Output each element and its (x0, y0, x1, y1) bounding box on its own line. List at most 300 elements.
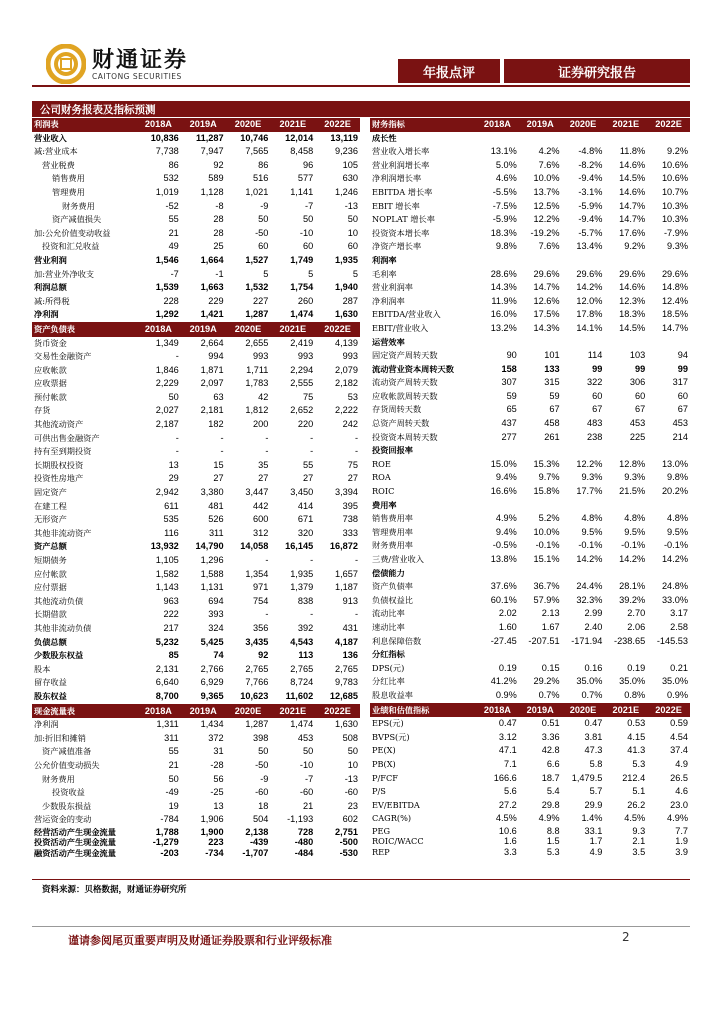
row-value: 2,765 (245, 663, 269, 674)
row-label: 存货 (34, 405, 51, 416)
row-value: 50 (302, 746, 314, 757)
left-table-row (32, 773, 360, 787)
row-value: 11.8% (619, 146, 646, 157)
row-value: 442 (253, 500, 269, 511)
row-label: 货币资金 (34, 337, 67, 348)
row-value: 4,139 (335, 337, 358, 348)
row-value: 1,021 (245, 186, 269, 197)
row-value: 39.2% (619, 594, 646, 605)
row-value: 55 (168, 746, 179, 757)
row-value: 2.70 (627, 608, 646, 619)
row-value: 136 (342, 650, 358, 661)
row-value: 738 (342, 514, 358, 525)
row-value: 0.8% (604, 689, 647, 703)
row-value: 9.8% (667, 472, 688, 483)
right-table-row (370, 227, 690, 241)
right-table-row (370, 268, 690, 282)
row-label: 加:公允价值变动收益 (34, 227, 111, 238)
data-source-note: 资料来源：贝格数据，财通证券研究所 (42, 885, 187, 895)
row-value: 9.5% (581, 526, 603, 537)
row-value: 963 (163, 595, 179, 606)
left-table-row (32, 172, 360, 186)
row-value: 65 (506, 404, 517, 415)
right-table-row (370, 553, 690, 567)
row-value: 4.15 (627, 731, 646, 742)
row-value: 27.2 (498, 799, 517, 810)
row-value: 75 (302, 391, 314, 402)
row-value: 18.3% (490, 227, 517, 238)
row-value: -5.9% (578, 200, 603, 211)
row-value: 42.8 (541, 745, 560, 756)
row-value (519, 254, 562, 268)
row-value (476, 336, 519, 350)
row-value: 42 (258, 391, 269, 402)
row-label: 短期债务 (34, 555, 67, 565)
row-value: 10.0% (533, 173, 560, 184)
row-label: 费用率 (372, 499, 397, 510)
row-label: 营业收入 (34, 132, 67, 143)
row-label: EPS(元) (372, 718, 404, 729)
row-value: 261 (544, 431, 560, 442)
row-value: 3,447 (245, 487, 269, 498)
row-value (519, 499, 562, 513)
row-label: P/FCF (372, 772, 398, 783)
row-value: 1,663 (200, 282, 224, 293)
row-label: 财务费用 (42, 773, 75, 784)
row-label: 投资回报率 (372, 445, 413, 456)
row-value: -25 (210, 787, 224, 798)
row-value: 16,145 (285, 541, 314, 552)
row-label: 分红指标 (372, 649, 405, 660)
right-table-row (370, 662, 690, 676)
row-value: 1,657 (335, 568, 358, 579)
right-table-row (370, 594, 690, 608)
row-label: 利息保障倍数 (372, 635, 422, 646)
left-table-row (32, 132, 360, 146)
left-table-row (32, 581, 360, 595)
row-value: 60 (258, 241, 269, 252)
row-value: 6.6 (546, 758, 560, 769)
row-value: 453 (297, 732, 314, 743)
row-value: 1.7 (589, 836, 603, 847)
row-value: -10 (299, 759, 314, 770)
row-label: 加:营业外净收支 (34, 268, 95, 279)
row-value: 481 (208, 500, 224, 511)
row-value: 10.0% (533, 526, 560, 537)
left-table-row (32, 432, 360, 446)
row-value: 12.2% (576, 458, 603, 469)
report-category-tag: 证券研究报告 (504, 59, 690, 83)
row-value (604, 336, 647, 350)
row-value: 2,765 (335, 663, 358, 674)
right-table-row (370, 172, 690, 186)
row-value: 2,555 (290, 378, 314, 389)
left-table-row (32, 745, 360, 759)
row-label: 管理费用率 (372, 526, 413, 537)
row-value: 2,181 (200, 405, 224, 416)
row-value: 1,131 (200, 582, 224, 593)
row-label: 现金流量表 (32, 704, 136, 718)
row-value: 1,906 (200, 814, 224, 825)
row-value: 222 (163, 609, 179, 620)
row-value: - (220, 446, 224, 457)
row-value: 437 (501, 418, 517, 429)
row-value: 2,027 (155, 405, 179, 416)
row-value: 2022E (315, 322, 360, 336)
row-value: 2,655 (245, 337, 269, 348)
row-value: 1,434 (200, 719, 224, 730)
row-value: -7 (305, 773, 314, 784)
row-value: 2022E (315, 704, 360, 718)
row-label: 负债总额 (34, 636, 67, 647)
row-label: 其他非流动资产 (34, 527, 92, 538)
row-value: 27 (213, 473, 224, 484)
row-value (519, 648, 562, 662)
row-value: 0.51 (541, 718, 560, 729)
right-table-row (370, 254, 690, 268)
row-value: 993 (342, 351, 358, 362)
row-value: -8.2% (578, 159, 603, 170)
row-label: 股息收益率 (370, 689, 476, 703)
row-value: -10 (299, 227, 314, 238)
table-bottom-divider (32, 879, 690, 880)
row-value: 9.5% (624, 526, 646, 537)
row-value: 2,187 (155, 419, 179, 430)
row-value: 320 (297, 527, 314, 538)
row-value: -60 (344, 787, 358, 798)
row-value: 225 (629, 431, 646, 442)
row-label: 资产总额 (34, 541, 67, 552)
row-value: 59 (506, 390, 517, 401)
row-value: 9,783 (335, 677, 358, 688)
row-label: 少数股东损益 (42, 800, 92, 811)
left-table-row (32, 227, 360, 241)
right-table-row (370, 499, 690, 513)
row-label: 净利润增长率 (372, 173, 422, 184)
row-value: 16.0% (490, 309, 517, 320)
row-label: ROE (372, 458, 391, 469)
row-label: 经营活动产生现金流量 (34, 826, 116, 837)
row-value: 24.4% (576, 581, 603, 592)
row-value: 4,543 (290, 636, 314, 647)
row-value: 86 (258, 159, 269, 170)
row-value: 3,394 (335, 487, 358, 498)
right-table-row (370, 417, 690, 431)
row-value: 4.2% (538, 146, 560, 157)
right-table-row (370, 431, 690, 445)
row-value: 16,872 (329, 541, 358, 552)
row-value: -7 (170, 268, 179, 279)
row-value: 18.3% (619, 309, 646, 320)
row-value: 1,105 (155, 555, 179, 565)
row-value: 3.17 (670, 608, 688, 619)
row-value: 993 (253, 351, 269, 362)
row-value: 9.8% (495, 241, 517, 252)
row-value: 3.81 (584, 731, 603, 742)
row-value: 57.9% (533, 594, 560, 605)
row-value: -9 (260, 773, 269, 784)
row-label: 预付帐款 (34, 391, 67, 402)
left-table-row (32, 759, 360, 773)
right-table-row (370, 485, 690, 499)
row-value: 372 (208, 732, 224, 743)
left-table-row (32, 145, 360, 159)
row-value (647, 444, 690, 458)
row-label: 营业利润增长率 (372, 159, 430, 170)
row-value: 13,932 (150, 541, 179, 552)
row-value (519, 444, 562, 458)
row-label: 资产负债表 (32, 322, 136, 336)
row-label: 应付帐款 (34, 568, 67, 579)
row-value: -13 (344, 773, 358, 784)
row-value: 36.7% (533, 581, 560, 592)
row-value: 15.8% (533, 486, 560, 497)
row-value: 99 (677, 363, 688, 374)
row-value: 913 (342, 595, 358, 606)
row-value: 6,640 (155, 677, 179, 688)
right-table-row (370, 812, 690, 826)
row-value: 7.6% (538, 159, 560, 170)
row-value: 60.1% (490, 594, 517, 605)
row-label: PEG (372, 825, 391, 836)
row-value: 2018A (476, 118, 519, 132)
row-value: 4.9% (495, 513, 517, 524)
row-value: 0.19 (498, 662, 517, 673)
row-value: 50 (302, 214, 314, 225)
row-value: - (310, 555, 314, 565)
row-value: 9.3% (624, 472, 646, 483)
row-value: 5,232 (155, 636, 179, 647)
row-value: 1,141 (290, 186, 314, 197)
row-value: 0.15 (541, 662, 560, 673)
row-value: 10.3% (661, 214, 688, 225)
row-value (476, 132, 519, 146)
row-value: 14.6% (619, 186, 646, 197)
row-value: 1,582 (155, 568, 179, 579)
row-value: 17.5% (533, 309, 560, 320)
right-table-row (370, 703, 690, 717)
right-table-row (370, 295, 690, 309)
left-table-row (32, 732, 360, 746)
row-value: 4.6% (495, 173, 517, 184)
row-value: 9.3 (632, 825, 646, 836)
row-value: 312 (253, 527, 269, 538)
row-value: 15.3% (533, 458, 560, 469)
row-value: -4.8% (578, 146, 603, 157)
row-value: 17.8% (576, 309, 603, 320)
row-value: - (354, 609, 358, 620)
row-value: 1,354 (245, 568, 269, 579)
row-value: 26.2 (627, 799, 646, 810)
row-label: EV/EBITDA (372, 799, 420, 810)
left-table-row (32, 459, 360, 473)
row-value: 11,602 (270, 690, 315, 704)
row-value: 29.8 (541, 799, 560, 810)
row-value: 28 (213, 227, 224, 238)
row-value: 322 (587, 377, 603, 388)
row-label: EBIT 增长率 (372, 200, 420, 211)
row-value: -3.1% (578, 186, 603, 197)
row-value: 55 (302, 459, 314, 470)
row-value: 2019A (181, 704, 226, 718)
row-value: 166.6 (493, 772, 517, 783)
row-value: 5.1 (632, 786, 646, 797)
row-value: 60 (347, 241, 358, 252)
row-value: 99 (592, 363, 603, 374)
row-label: 流动资产周转天数 (372, 377, 438, 388)
row-label: 营业收入增长率 (372, 146, 430, 157)
right-table-row (370, 675, 690, 689)
row-value (647, 132, 690, 146)
row-value: -5.5% (492, 186, 517, 197)
row-value: 158 (501, 363, 517, 374)
row-value: -50 (255, 759, 269, 770)
row-value (647, 254, 690, 268)
row-value: -1,193 (287, 814, 314, 825)
row-value: 24.8% (661, 581, 688, 592)
row-label: 营运资金的变动 (34, 814, 92, 825)
row-value: - (265, 609, 269, 620)
row-value: - (175, 432, 179, 443)
row-value: 589 (208, 173, 224, 184)
row-label: 净资产增长率 (372, 241, 422, 252)
row-label: 固定资产周转天数 (372, 350, 438, 361)
row-value: 728 (297, 826, 314, 837)
row-value: 10,746 (240, 132, 269, 143)
left-table-row (32, 513, 360, 527)
row-label: 财务费用 (62, 200, 95, 211)
left-table-row (32, 308, 360, 322)
row-value: 13.7% (533, 186, 560, 197)
row-label: 分红比率 (372, 676, 405, 687)
right-table-row (370, 471, 690, 485)
right-table-row (370, 322, 690, 336)
row-value: 21.5% (619, 486, 646, 497)
row-value: 12.8% (619, 458, 646, 469)
row-label: 业绩和估值指标 (370, 703, 476, 717)
left-table-row (32, 268, 360, 282)
row-value: 14.2% (576, 554, 603, 564)
row-value: 27 (347, 473, 358, 484)
row-value: 2,182 (335, 378, 358, 389)
row-value: 8,724 (290, 677, 314, 688)
row-value: 101 (544, 350, 560, 361)
row-label: 利润总额 (34, 282, 67, 293)
right-table-row (370, 785, 690, 799)
row-value: 14.7% (533, 282, 560, 293)
row-value: 49 (168, 241, 179, 252)
row-value: 14.8% (661, 282, 688, 293)
row-value: 28.1% (619, 581, 646, 592)
row-value: 398 (253, 732, 269, 743)
row-value: 5.7 (589, 786, 603, 797)
row-value: 453 (672, 418, 688, 429)
row-value: 86 (168, 159, 179, 170)
row-value: 28 (213, 214, 224, 225)
row-value: 311 (164, 732, 179, 743)
row-value: 7,738 (155, 146, 179, 157)
row-value: 2020E (226, 118, 271, 132)
row-value: 3,450 (290, 487, 314, 498)
row-value: 228 (163, 295, 179, 306)
row-label: 其他流动资产 (34, 419, 84, 430)
row-label: 毛利率 (372, 268, 397, 279)
row-value: 0.19 (627, 662, 646, 673)
row-label: DPS(元) (372, 662, 405, 673)
row-label: 应收帐款 (34, 364, 67, 375)
row-value: 7.1 (504, 758, 517, 769)
left-table-row (32, 418, 360, 432)
row-value: 7,565 (245, 146, 269, 157)
row-value: 2022E (647, 118, 690, 132)
row-value (476, 499, 519, 513)
left-table-row (32, 240, 360, 254)
row-value: 971 (253, 582, 269, 593)
left-table-row (32, 364, 360, 378)
row-value: 116 (164, 527, 179, 538)
left-table-row (32, 636, 360, 650)
row-value: 526 (208, 514, 224, 525)
row-value: 4.9% (667, 813, 688, 824)
right-table-row (370, 336, 690, 350)
row-value (476, 648, 519, 662)
row-value: 307 (501, 377, 517, 388)
row-value: 2,765 (290, 663, 314, 674)
row-value: 7.6% (538, 241, 560, 252)
row-value: - (310, 446, 314, 457)
row-value: 94 (677, 350, 688, 361)
row-value: 1,935 (335, 254, 358, 265)
row-value: -1,279 (152, 837, 179, 848)
row-value: 1.67 (541, 621, 560, 632)
row-label: 管理费用 (52, 186, 85, 197)
right-table-row (370, 240, 690, 254)
row-value: 1,664 (200, 254, 224, 265)
row-value: 0.7% (562, 689, 605, 703)
row-value: -27.45 (490, 635, 517, 646)
left-table-row (32, 445, 360, 459)
row-value: 2.40 (584, 621, 603, 632)
row-value: 671 (297, 514, 314, 525)
row-label: 三费/营业收入 (372, 554, 424, 564)
row-value: -484 (294, 847, 314, 858)
right-table-row (370, 145, 690, 159)
right-table-row (370, 758, 690, 772)
row-value: 13.2% (490, 322, 517, 333)
left-table-row (32, 786, 360, 800)
row-value: 2,664 (200, 337, 224, 348)
row-value: 2,419 (290, 337, 314, 348)
row-value: 96 (302, 159, 314, 170)
row-value: 2021E (270, 118, 315, 132)
row-value: 356 (253, 622, 269, 633)
row-value: 0.47 (498, 718, 517, 729)
row-label: 财务指标 (370, 118, 476, 132)
row-label: 净利润 (32, 308, 136, 322)
right-table-row (370, 621, 690, 635)
right-table-row (370, 200, 690, 214)
row-value: 29.6% (661, 268, 688, 279)
row-value: 2,766 (200, 663, 224, 674)
row-value (604, 499, 647, 513)
row-label: EBITDA/营业收入 (372, 309, 441, 320)
row-value: -7.5% (492, 200, 517, 211)
row-value: 0.47 (584, 718, 603, 729)
row-value: 92 (258, 650, 269, 661)
right-table-row (370, 526, 690, 540)
row-value: 12.4% (661, 295, 688, 306)
row-value: 516 (253, 173, 269, 184)
